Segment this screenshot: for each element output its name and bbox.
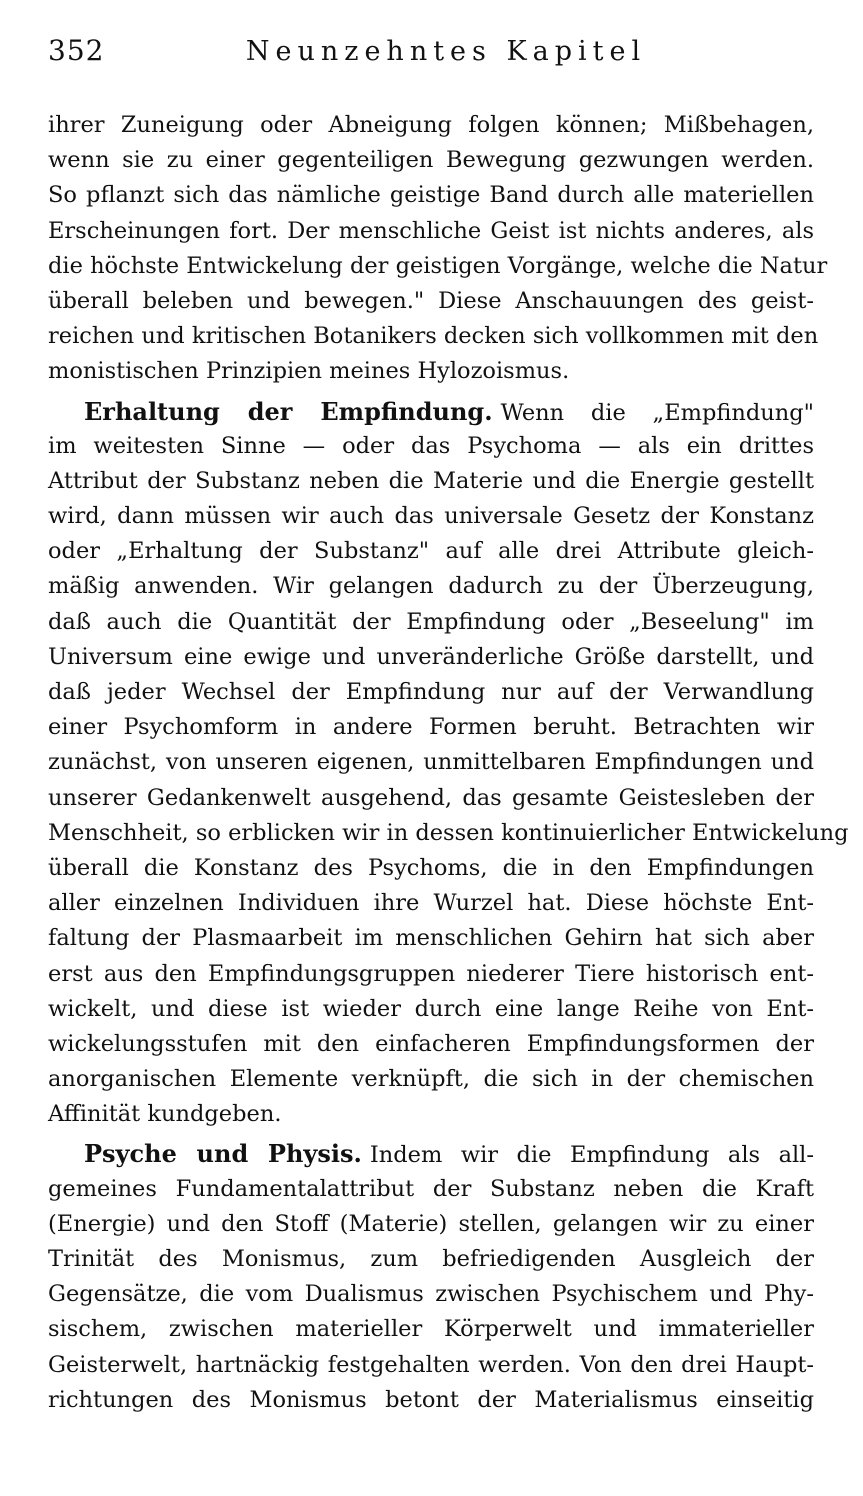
text-line: erst aus den Empfindungsgruppen niederer Tiere historisch ent-	[48, 960, 814, 987]
text-line: richtungen des Monismus betont der Materialismus einseitig	[48, 1386, 814, 1413]
text-line: anorganischen Elemente verknüpft, die sich in der chemischen	[48, 1066, 814, 1093]
section-heading: Psyche und Physis.	[84, 1139, 362, 1169]
body-text	[48, 108, 849, 1418]
text-line: Trinität des Monismus, zum befriedigenden Ausgleich der	[48, 1246, 814, 1272]
text-line: wird, dann müssen wir auch das universale Gesetz der Konstanz	[48, 503, 814, 530]
text-line: wickelt, und diese ist wieder durch eine lange Reihe von Ent-	[48, 995, 814, 1022]
text-line: aller einzelnen Individuen ihre Wurzel hat. Diese höchste Ent-	[48, 890, 814, 917]
text-span: Indem wir die Empfindung als all-	[369, 1142, 814, 1169]
text-line: wenn sie zu einer gegenteiligen Bewegung gezwungen werden.	[48, 147, 814, 174]
text-line: reichen und kritischen Botanikers decken sich vollkommen mit den	[48, 323, 819, 350]
text-line: ihrer Zuneigung oder Abneigung folgen können; Mißbehagen,	[48, 112, 814, 138]
text-span: Wenn die „Empfindung"	[500, 399, 814, 426]
page-number: 352	[48, 34, 105, 67]
text-line: monistischen Prinzipien meines Hylozoismus.	[48, 358, 570, 385]
text-line: Universum eine ewige und unveränderliche Größe darstellt, und	[48, 643, 814, 670]
text-line: Gegensätze, die vom Dualismus zwischen Psychischem und Phy-	[48, 1281, 814, 1308]
text-line: die höchste Entwickelung der geistigen Vorgänge, welche die Natur	[48, 252, 828, 279]
section-first-line	[48, 1136, 814, 1171]
text-line: oder „Erhaltung der Substanz" auf alle drei Attribute gleich-	[48, 538, 814, 565]
text-line: gemeines Fundamentalattribut der Substanz neben die Kraft	[48, 1175, 814, 1202]
text-line: einer Psychomform in andere Formen beruht. Betrachten wir	[48, 714, 814, 741]
text-line: mäßig anwenden. Wir gelangen dadurch zu der Überzeugung,	[48, 573, 814, 600]
text-line: Affinität kundgeben.	[48, 1101, 282, 1128]
text-line: daß jeder Wechsel der Empfindung nur auf der Verwandlung	[48, 679, 814, 705]
paragraph-continuation	[48, 108, 828, 390]
text-line: Menschheit, so erblicken wir in dessen kontinuierlicher Entwickelung	[48, 819, 849, 846]
text-line: daß auch die Quantität der Empfindung oder „Beseelung" im	[48, 608, 814, 635]
text-line: Erscheinungen fort. Der menschliche Geist ist nichts anderes, als	[48, 217, 814, 244]
text-line: sischem, zwischen materieller Körperwelt und immaterieller	[48, 1316, 814, 1343]
text-line: wickelungsstufen mit den einfacheren Empfindungsformen der	[48, 1030, 814, 1057]
section-erhaltung	[48, 394, 849, 1133]
text-line: überall beleben und bewegen." Diese Anschauungen des geist-	[48, 287, 814, 314]
text-line: überall die Konstanz des Psychoms, die in den Empfindungen	[48, 854, 814, 881]
section-heading: Erhaltung der Empfindung.	[84, 396, 493, 426]
text-line: Geisterwelt, hartnäckig festgehalten werden. Von den drei Haupt-	[48, 1351, 814, 1378]
text-line: faltung der Plasmaarbeit im menschlichen Gehirn hat sich aber	[48, 925, 814, 952]
section-psyche	[48, 1136, 814, 1418]
text-line: im weitesten Sinne — oder das Psychoma — als ein drittes	[48, 432, 814, 459]
section-first-line	[48, 394, 814, 429]
running-head	[48, 34, 814, 76]
chapter-title: Neunzehntes Kapitel	[245, 36, 647, 67]
text-line: Attribut der Substanz neben die Materie und die Energie gestellt	[48, 467, 814, 494]
text-line: unserer Gedankenwelt ausgehend, das gesamte Geistesleben der	[48, 784, 814, 811]
text-line: zunächst, von unseren eigenen, unmittelbaren Empfindungen und	[48, 749, 814, 776]
text-line: So pflanzt sich das nämliche geistige Band durch alle materiellen	[48, 182, 814, 209]
text-line: (Energie) und den Stoff (Materie) stellen, gelangen wir zu einer	[48, 1210, 814, 1237]
book-page	[48, 34, 849, 1418]
